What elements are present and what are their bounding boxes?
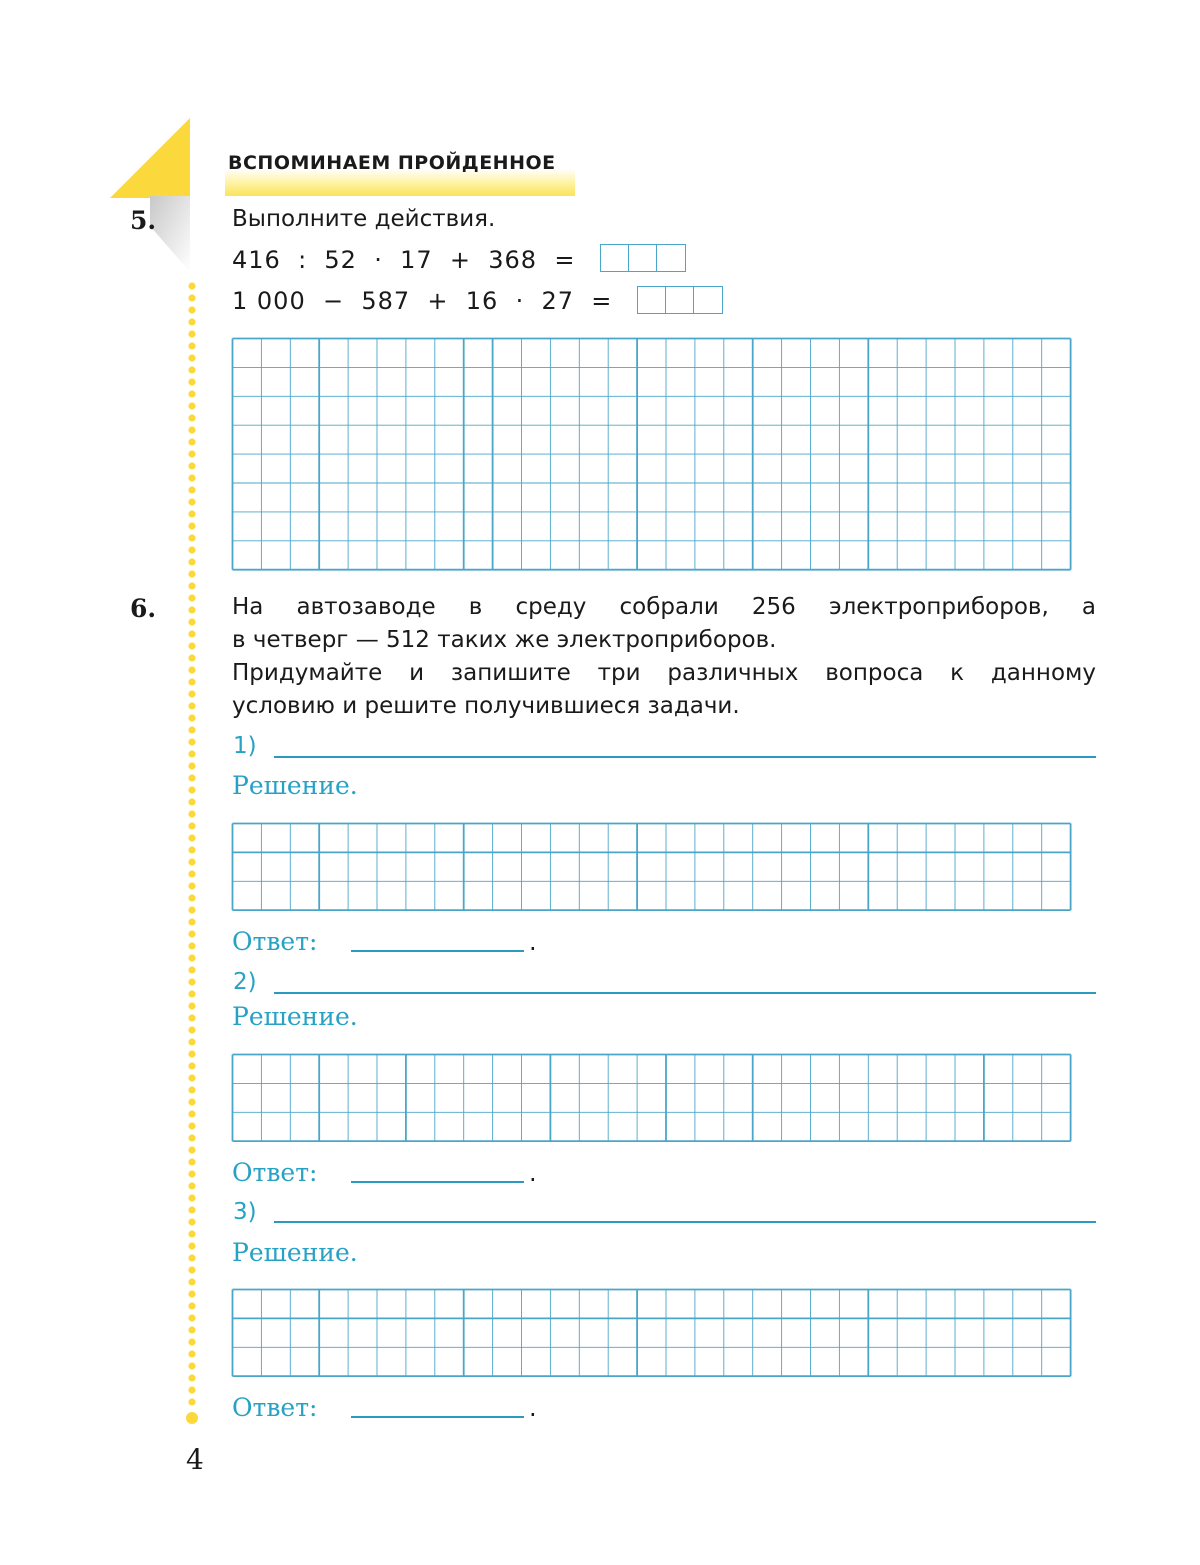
question-number-2: 2) (233, 969, 257, 995)
answer-cell[interactable] (629, 245, 657, 271)
question-line-3[interactable] (274, 1221, 1096, 1223)
task6-condition-line-2: в четверг — 512 таких же электроприборов. (232, 627, 777, 653)
answer-dot-2: . (529, 1159, 537, 1187)
task6-condition-line-1: На автозаводе в среду собрали 256 электроприборов, а (232, 594, 1096, 620)
question-number-3: 3) (233, 1199, 257, 1225)
task5-work-grid[interactable] (231, 337, 1074, 572)
answer-cell[interactable] (666, 287, 694, 313)
task6-question-line-2: условию и решите получившиеся задачи. (232, 693, 740, 719)
answer-cell[interactable] (694, 287, 722, 313)
answer-label-3: Ответ: (232, 1393, 318, 1422)
answer-cell[interactable] (657, 245, 685, 271)
dotted-rail-decoration (186, 280, 198, 1425)
expression-1: 416 : 52 · 17 + 368 = (232, 246, 576, 274)
corner-triangle-decoration (110, 118, 192, 200)
expression-2: 1 000 − 587 + 16 · 27 = (232, 287, 613, 315)
page-number: 4 (186, 1443, 204, 1476)
task-number-5: 5. (130, 206, 157, 235)
task6-question-line-1: Придумайте и запишите три различных вопроса к данному (232, 660, 1096, 686)
question-number-1: 1) (233, 733, 257, 759)
section-title-text: ВСПОМИНАЕМ ПРОЙДЕННОЕ (228, 152, 556, 174)
answer-line-3[interactable] (351, 1416, 524, 1418)
answer-line-1[interactable] (351, 950, 524, 952)
question-line-2[interactable] (274, 992, 1096, 994)
answer-box-expression-2[interactable] (637, 286, 723, 314)
answer-label-2: Ответ: (232, 1158, 318, 1187)
answer-box-expression-1[interactable] (600, 244, 686, 272)
task5-instruction: Выполните действия. (232, 206, 496, 232)
solution-label-2: Решение. (232, 1002, 358, 1031)
answer-dot-1: . (529, 928, 537, 956)
answer-label-1: Ответ: (232, 927, 318, 956)
solution-grid-1[interactable] (231, 822, 1074, 911)
section-title (225, 150, 575, 196)
solution-label-3: Решение. (232, 1238, 358, 1267)
solution-grid-2[interactable] (231, 1053, 1074, 1142)
answer-dot-3: . (529, 1394, 537, 1422)
answer-cell[interactable] (601, 245, 629, 271)
answer-cell[interactable] (638, 287, 666, 313)
answer-line-2[interactable] (351, 1181, 524, 1183)
task-number-6: 6. (130, 594, 157, 623)
corner-fold-decoration (150, 196, 194, 272)
question-line-1[interactable] (274, 756, 1096, 758)
solution-label-1: Решение. (232, 771, 358, 800)
solution-grid-3[interactable] (231, 1288, 1074, 1377)
